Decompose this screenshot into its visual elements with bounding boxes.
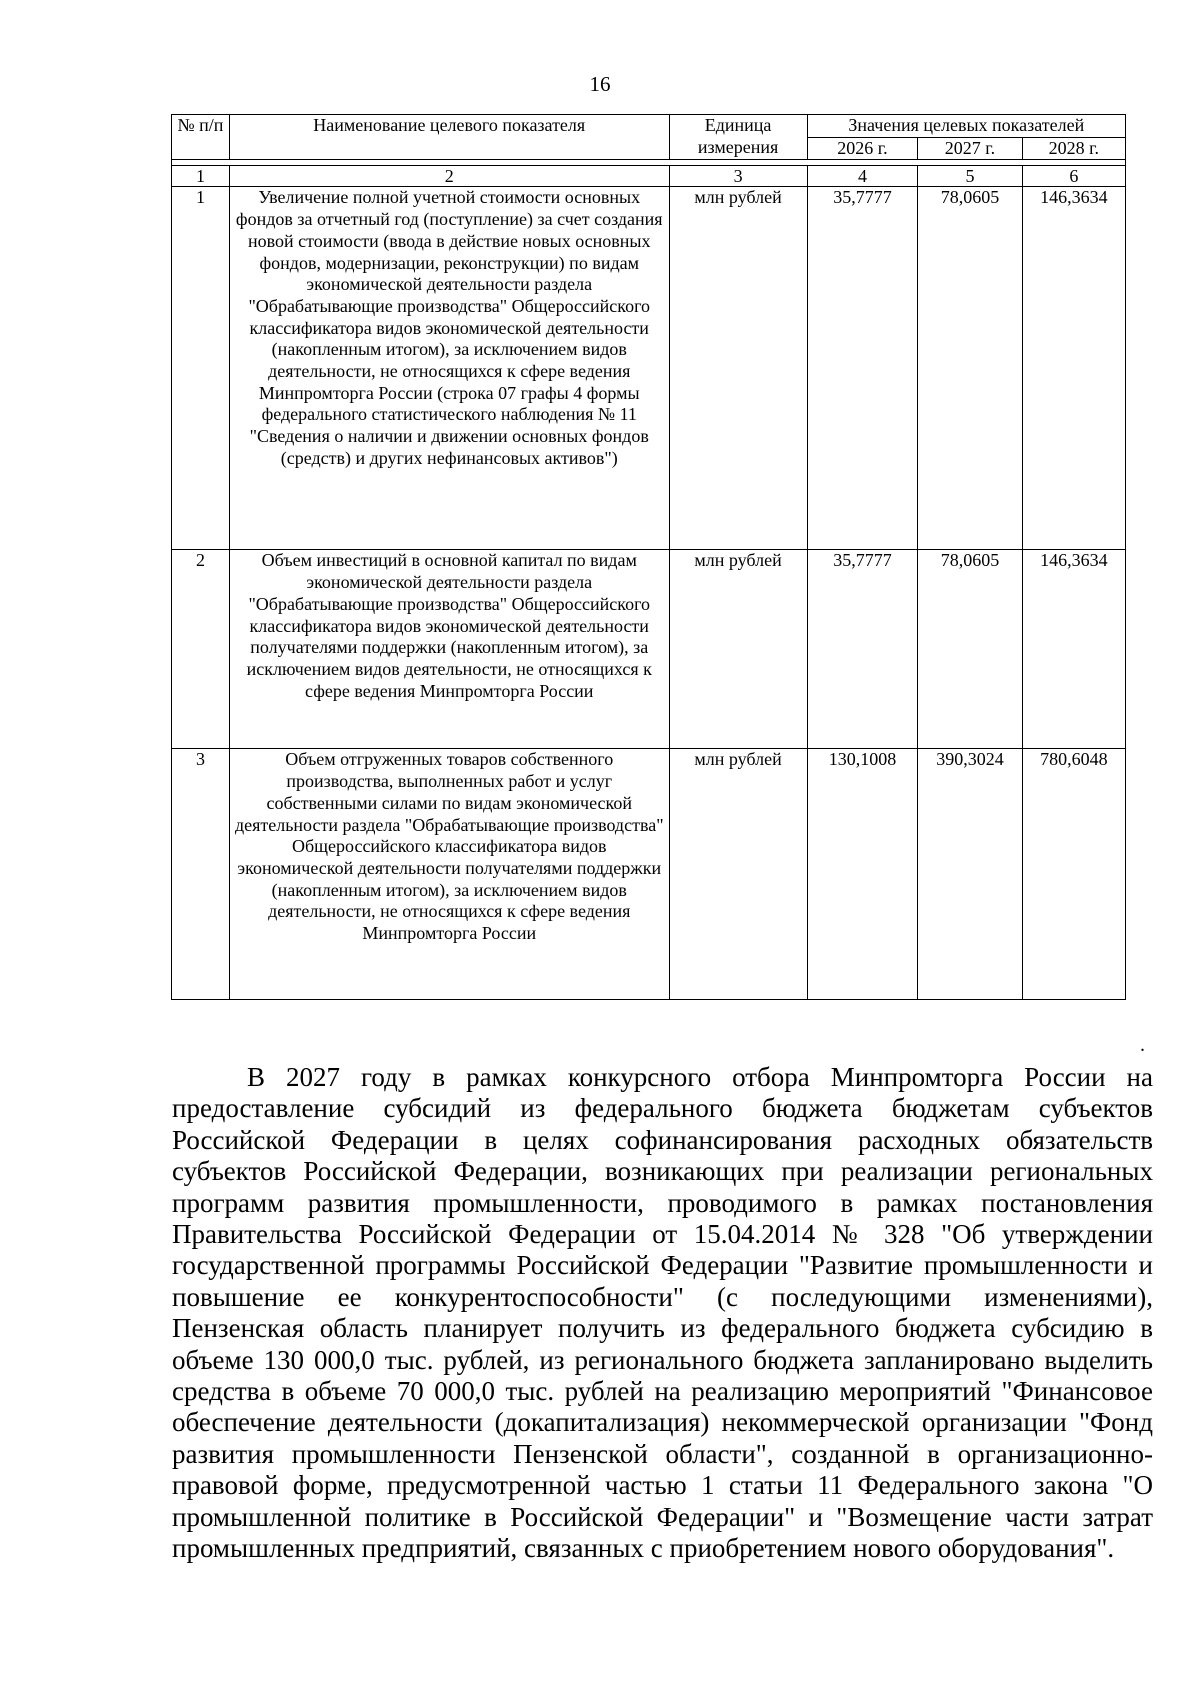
header-year-2028: 2028 г. [1022,137,1125,160]
header-year-2027: 2027 г. [918,137,1022,160]
column-number: 2 [229,166,669,187]
header-unit: Единица измерения [669,115,807,160]
header-year-2026: 2026 г. [807,137,918,160]
target-indicators-table [171,114,1126,1000]
page-number: 16 [589,72,611,96]
unit: млн рублей [669,187,807,550]
paragraph: В 2027 году в рамках конкурсного отбора Минпромторга России на предоставление субсидий из федерального бюджета бюджетам субъектов Российской Федерации в целях софинансирования расходных обязательств субъектов Российской Федерации, возникающих при реализации региональных программ развития промышленности, проводимого в рамках постановления Правительства Российской Федерации от 15.04.2014 № 328 "Об утверждении государственной программы Российской Федерации "Развитие промышленности и повышение ее конкурентоспособности" (с последующими изменениями), Пензенская область планирует получить из федерального бюджета субсидию в объеме 130 000,0 тыс. рублей, из регионального бюджета запланировано выделить средства в объеме 70 000,0 тыс. рублей на реализацию мероприятий "Финансовое обеспечение деятельности (докапитализация) некоммерческой организации "Фонд развития промышленности Пензенской области", созданной в организационно-правовой форме, предусмотренной частью 1 статьи 11 Федерального закона "О промышленной политике в Российской Федерации" и "Возмещение части затрат промышленных предприятий, связанных с приобретением нового оборудования". [172,1062,1153,1564]
indicator-name: Увеличение полной учетной стоимости основных фондов за отчетный год (поступление) за счет создания новой стоимости (ввода в действие новых основных фондов, модернизации, реконструкции) по видам экономической деятельности раздела "Обрабатывающие производства" Общероссийского классификатора видов экономической деятельности (накопленным итогом), за исключением видов деятельности, не относящихся к сфере ведения Минпромторга России (строка 07 графы 4 формы федерального статистического наблюдения № 11 "Сведения о наличии и движении основных фондов (средств) и других нефинансовых активов") [229,187,669,550]
value-2027: 390,3024 [918,749,1022,1000]
indicator-name: Объем инвестиций в основной капитал по видам экономической деятельности раздела "Обрабатывающие производства" Общероссийского классификатора видов экономической деятельности получателями поддержки (накопленным итогом), за исключением видов деятельности, не относящихся к сфере ведения Минпромторга России [229,550,669,749]
table-header-row [172,115,1126,138]
row-num: 1 [172,187,230,550]
table-row [172,749,1126,1000]
table-end-mark: . [1140,1034,1145,1056]
header-num: № п/п [172,115,230,160]
value-2028: 780,6048 [1022,749,1125,1000]
column-number: 4 [807,166,918,187]
row-num: 3 [172,749,230,1000]
value-2028: 146,3634 [1022,550,1125,749]
header-values-group: Значения целевых показателей [807,115,1125,138]
column-number: 5 [918,166,1022,187]
value-2026: 130,1008 [807,749,918,1000]
value-2028: 146,3634 [1022,187,1125,550]
body-text [172,1062,1153,1565]
value-2026: 35,7777 [807,187,918,550]
unit: млн рублей [669,749,807,1000]
column-number: 1 [172,166,230,187]
indicator-name: Объем отгруженных товаров собственного производства, выполненных работ и услуг собственными силами по видам экономической деятельности раздела "Обрабатывающие производства" Общероссийского классификатора видов экономической деятельности получателями поддержки (накопленным итогом), за исключением видов деятельности, не относящихся к сфере ведения Минпромторга России [229,749,669,1000]
value-2027: 78,0605 [918,187,1022,550]
column-number: 6 [1022,166,1125,187]
row-num: 2 [172,550,230,749]
unit: млн рублей [669,550,807,749]
header-indicator-name: Наименование целевого показателя [229,115,669,160]
table-row [172,550,1126,749]
value-2026: 35,7777 [807,550,918,749]
column-number: 3 [669,166,807,187]
value-2027: 78,0605 [918,550,1022,749]
column-number-row [172,166,1126,187]
table-row [172,187,1126,550]
